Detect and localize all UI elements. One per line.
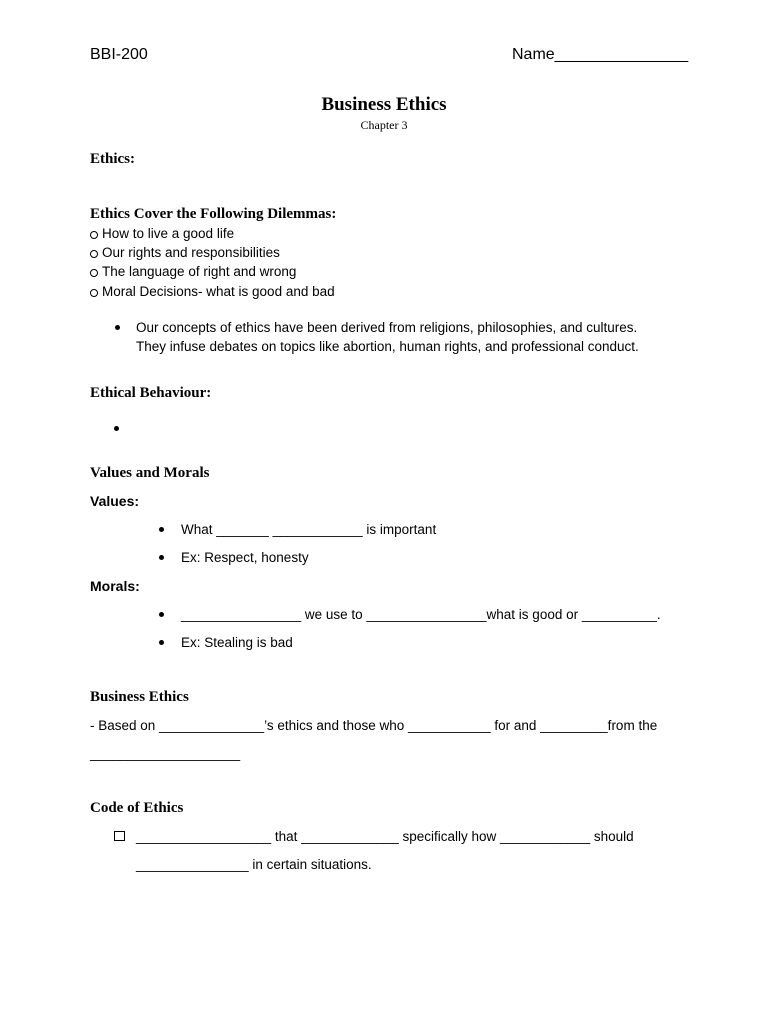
ethics-origin-line2: They infuse debates on topics like abortion, human rights, and professional conduct.	[136, 339, 639, 354]
dilemma-item: How to live a good life	[102, 226, 235, 241]
business-ethics-heading: Business Ethics	[90, 689, 189, 705]
circle-bullet-icon	[90, 289, 98, 297]
business-ethics-line2: ____________________	[90, 746, 241, 761]
values-morals-heading: Values and Morals	[90, 465, 210, 481]
circle-bullet-icon	[90, 250, 98, 258]
morals-item: ________________ we use to ________________what is good or __________.	[181, 607, 661, 622]
dilemma-item: Moral Decisions- what is good and bad	[102, 284, 335, 299]
morals-label: Morals:	[90, 578, 140, 594]
circle-bullet-icon	[90, 269, 98, 277]
values-item: What _______ ____________ is important	[181, 522, 437, 537]
dilemma-item: The language of right and wrong	[102, 264, 297, 279]
ethics-heading: Ethics:	[90, 151, 135, 167]
bullet-dot-icon	[115, 325, 120, 330]
business-ethics-line1: - Based on ______________’s ethics and those who ___________ for and _________from the	[90, 718, 658, 733]
checkbox-bullet-icon	[114, 831, 125, 841]
page-title: Business Ethics	[321, 94, 447, 115]
bullet-dot-icon	[159, 640, 164, 645]
morals-item: Ex: Stealing is bad	[181, 635, 293, 650]
values-label: Values:	[90, 493, 140, 509]
bullet-dot-icon	[159, 527, 164, 532]
name-field-label: Name_______________	[512, 46, 689, 63]
values-item: Ex: Respect, honesty	[181, 550, 309, 565]
dilemmas-heading: Ethics Cover the Following Dilemmas:	[90, 206, 337, 222]
ethics-origin-line1: Our concepts of ethics have been derived from religions, philosophies, and cultures.	[136, 320, 638, 335]
code-of-ethics-heading: Code of Ethics	[90, 800, 184, 816]
bullet-dot-icon	[159, 555, 164, 560]
bullet-dot-icon	[114, 426, 119, 431]
course-code: BBI-200	[90, 46, 148, 63]
code-of-ethics-line1: __________________ that _____________ specifically how ____________ should	[136, 829, 634, 844]
bullet-dot-icon	[159, 612, 164, 617]
code-of-ethics-line2: _______________ in certain situations.	[136, 857, 372, 872]
dilemma-item: Our rights and responsibilities	[102, 245, 280, 260]
ethical-behaviour-heading: Ethical Behaviour:	[90, 385, 212, 401]
page-subtitle: Chapter 3	[360, 118, 408, 132]
circle-bullet-icon	[90, 231, 98, 239]
